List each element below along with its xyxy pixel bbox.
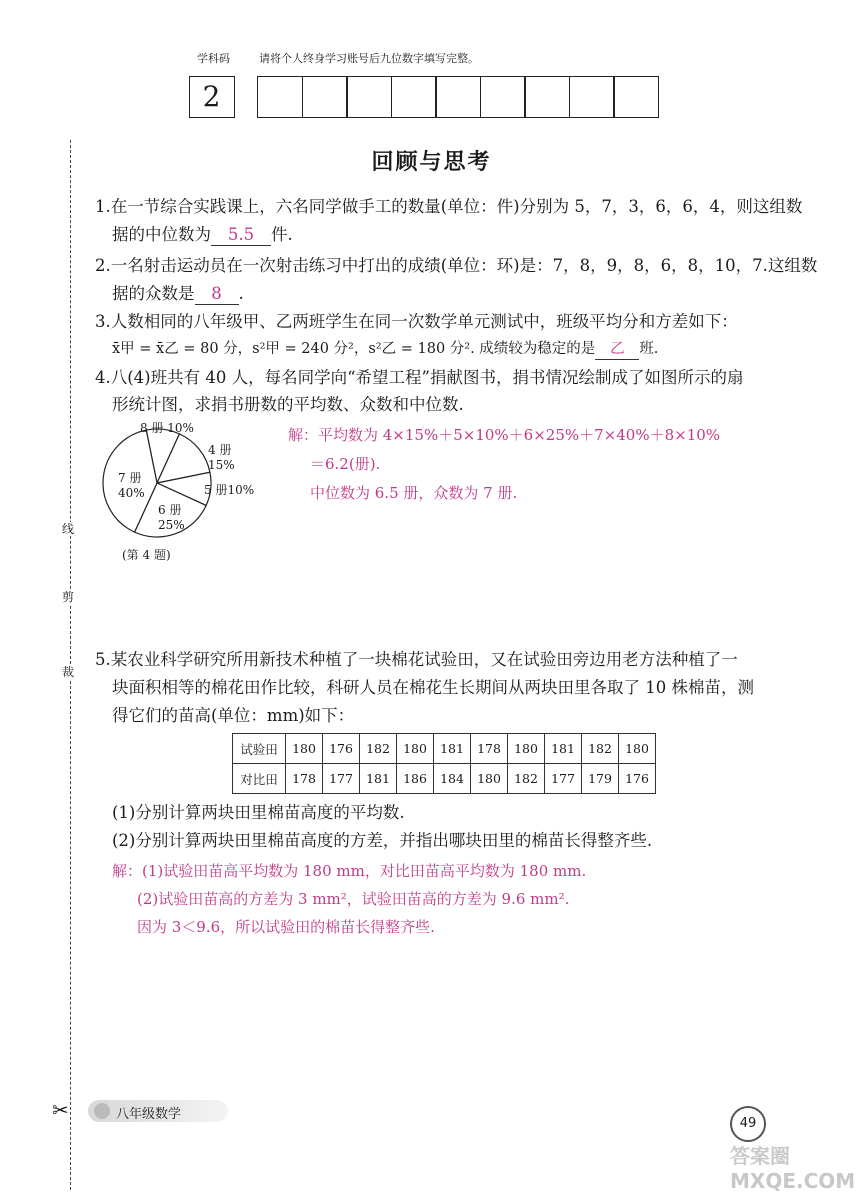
- cut-label-trim: 裁: [62, 665, 75, 679]
- q3-line1: 3.人数相同的八年级甲、乙两班学生在同一次数学单元测试中，班级平均分和方差如下：: [95, 312, 738, 331]
- q1-answer: 5.5: [211, 225, 271, 246]
- digit-box[interactable]: [346, 76, 392, 118]
- q3-pre: x̄甲 = x̄乙 = 80 分，s²甲 = 240 分²，s²乙 = 180 分². 成绩较为稳定的是: [112, 341, 596, 357]
- q3-line2: [112, 339, 658, 360]
- subject-code-box: 2: [189, 76, 235, 118]
- watermark: 答案圈 MXQE.COM: [730, 1144, 856, 1193]
- pie-label: 8 册 10%: [140, 421, 194, 435]
- q1-line2: [112, 225, 293, 246]
- page-number: 49: [730, 1106, 766, 1142]
- q5-solution-2: (2)试验田苗高的方差为 3 mm²，试验田苗高的方差为 9.6 mm².: [137, 890, 570, 908]
- page-title: 回顾与思考: [371, 149, 492, 175]
- q5-solution-3: 因为 3＜9.6，所以试验田的棉苗长得整齐些.: [137, 918, 435, 936]
- q2-line1: 2.一名射击运动员在一次射击练习中打出的成绩(单位：环)是：7，8，9，8，6，8，10，7.这组数: [95, 256, 818, 275]
- pie-label: 7 册 40%: [118, 471, 145, 500]
- table-cell: 181: [545, 734, 582, 764]
- row-header: 对比田: [233, 764, 286, 794]
- pie-label: 4 册 15%: [208, 443, 235, 472]
- seedling-table: [232, 733, 656, 794]
- table-cell: 177: [323, 764, 360, 794]
- q5-line3: 得它们的苗高(单位：mm)如下：: [112, 706, 355, 725]
- q2-post: .: [238, 284, 244, 303]
- table-cell: 176: [323, 734, 360, 764]
- table-cell: 180: [619, 734, 656, 764]
- table-cell: 180: [286, 734, 323, 764]
- digit-box[interactable]: [613, 76, 659, 118]
- table-cell: 180: [471, 764, 508, 794]
- q4-solution-2: ＝6.2(册).: [310, 455, 381, 473]
- table-cell: 178: [471, 734, 508, 764]
- table-row: [233, 734, 656, 764]
- q3-answer: 乙: [595, 339, 639, 360]
- q2-pre: 据的众数是: [112, 284, 195, 303]
- cut-label-cut: 剪: [62, 590, 75, 604]
- digit-box[interactable]: [302, 76, 348, 118]
- q1-post: 件.: [271, 225, 293, 244]
- table-cell: 179: [582, 764, 619, 794]
- q4-line2: 形统计图，求捐书册数的平均数、众数和中位数.: [112, 395, 464, 414]
- q5-sub2: (2)分别计算两块田里棉苗高度的方差，并指出哪块田里的棉苗长得整齐些.: [112, 831, 653, 850]
- table-cell: 176: [619, 764, 656, 794]
- digit-box[interactable]: [480, 76, 526, 118]
- q4-line1: 4.八(4)班共有 40 人，每名同学向“希望工程”捐献图书，捐书情况绘制成了如图所示的扇: [95, 368, 744, 387]
- q4-caption: (第 4 题): [122, 548, 171, 562]
- pie-label: 6 册 25%: [158, 503, 185, 532]
- q5-sub1: (1)分别计算两块田里棉苗高度的平均数.: [112, 803, 405, 822]
- q1-line1: 1.在一节综合实践课上，六名同学做手工的数量(单位：件)分别为 5，7，3，6，6，4，则这组数: [95, 197, 803, 216]
- table-cell: 182: [508, 764, 545, 794]
- digit-box[interactable]: [391, 76, 437, 118]
- cut-label-line: 线: [62, 522, 75, 536]
- table-cell: 182: [360, 734, 397, 764]
- book-label-band: [88, 1100, 228, 1122]
- digit-box[interactable]: [435, 76, 481, 118]
- q5-line2: 块面积相等的棉花田作比较，科研人员在棉花生长期间从两块田里各取了 10 株棉苗，测: [112, 678, 754, 697]
- table-cell: 178: [286, 764, 323, 794]
- table-cell: 177: [545, 764, 582, 794]
- pie-label: 5 册10%: [204, 483, 255, 497]
- account-boxes: [190, 76, 659, 118]
- table-cell: 186: [397, 764, 434, 794]
- q2-line2: [112, 284, 244, 305]
- table-cell: 184: [434, 764, 471, 794]
- table-cell: 181: [360, 764, 397, 794]
- scissors-icon: ✂: [52, 1098, 69, 1122]
- table-cell: 180: [508, 734, 545, 764]
- book-title: 八年级数学: [116, 1107, 182, 1122]
- q5-line1: 5.某农业科学研究所用新技术种植了一块棉花试验田，又在试验田旁边用老方法种植了一: [95, 650, 738, 669]
- q2-answer: 8: [195, 284, 239, 305]
- digit-box[interactable]: [524, 76, 570, 118]
- q1-pre: 据的中位数为: [112, 225, 211, 244]
- table-cell: 180: [397, 734, 434, 764]
- row-header: 试验田: [233, 734, 286, 764]
- table-cell: 181: [434, 734, 471, 764]
- q3-post: 班.: [639, 341, 659, 357]
- q4-solution-1: 解：平均数为 4×15%＋5×10%＋6×25%＋7×40%＋8×10%: [288, 426, 721, 444]
- q4-solution-3: 中位数为 6.5 册，众数为 7 册.: [310, 484, 518, 502]
- account-instruction: 请将个人终身学习账号后九位数字填写完整。: [259, 52, 479, 65]
- table-cell: 182: [582, 734, 619, 764]
- table-row: [233, 764, 656, 794]
- q5-solution-1: 解：(1)试验田苗高平均数为 180 mm，对比田苗高平均数为 180 mm.: [112, 862, 587, 880]
- subject-code-label: 学科码: [197, 52, 230, 65]
- digit-box[interactable]: [569, 76, 615, 118]
- digit-box[interactable]: [257, 76, 303, 118]
- decor-icon: [94, 1103, 110, 1119]
